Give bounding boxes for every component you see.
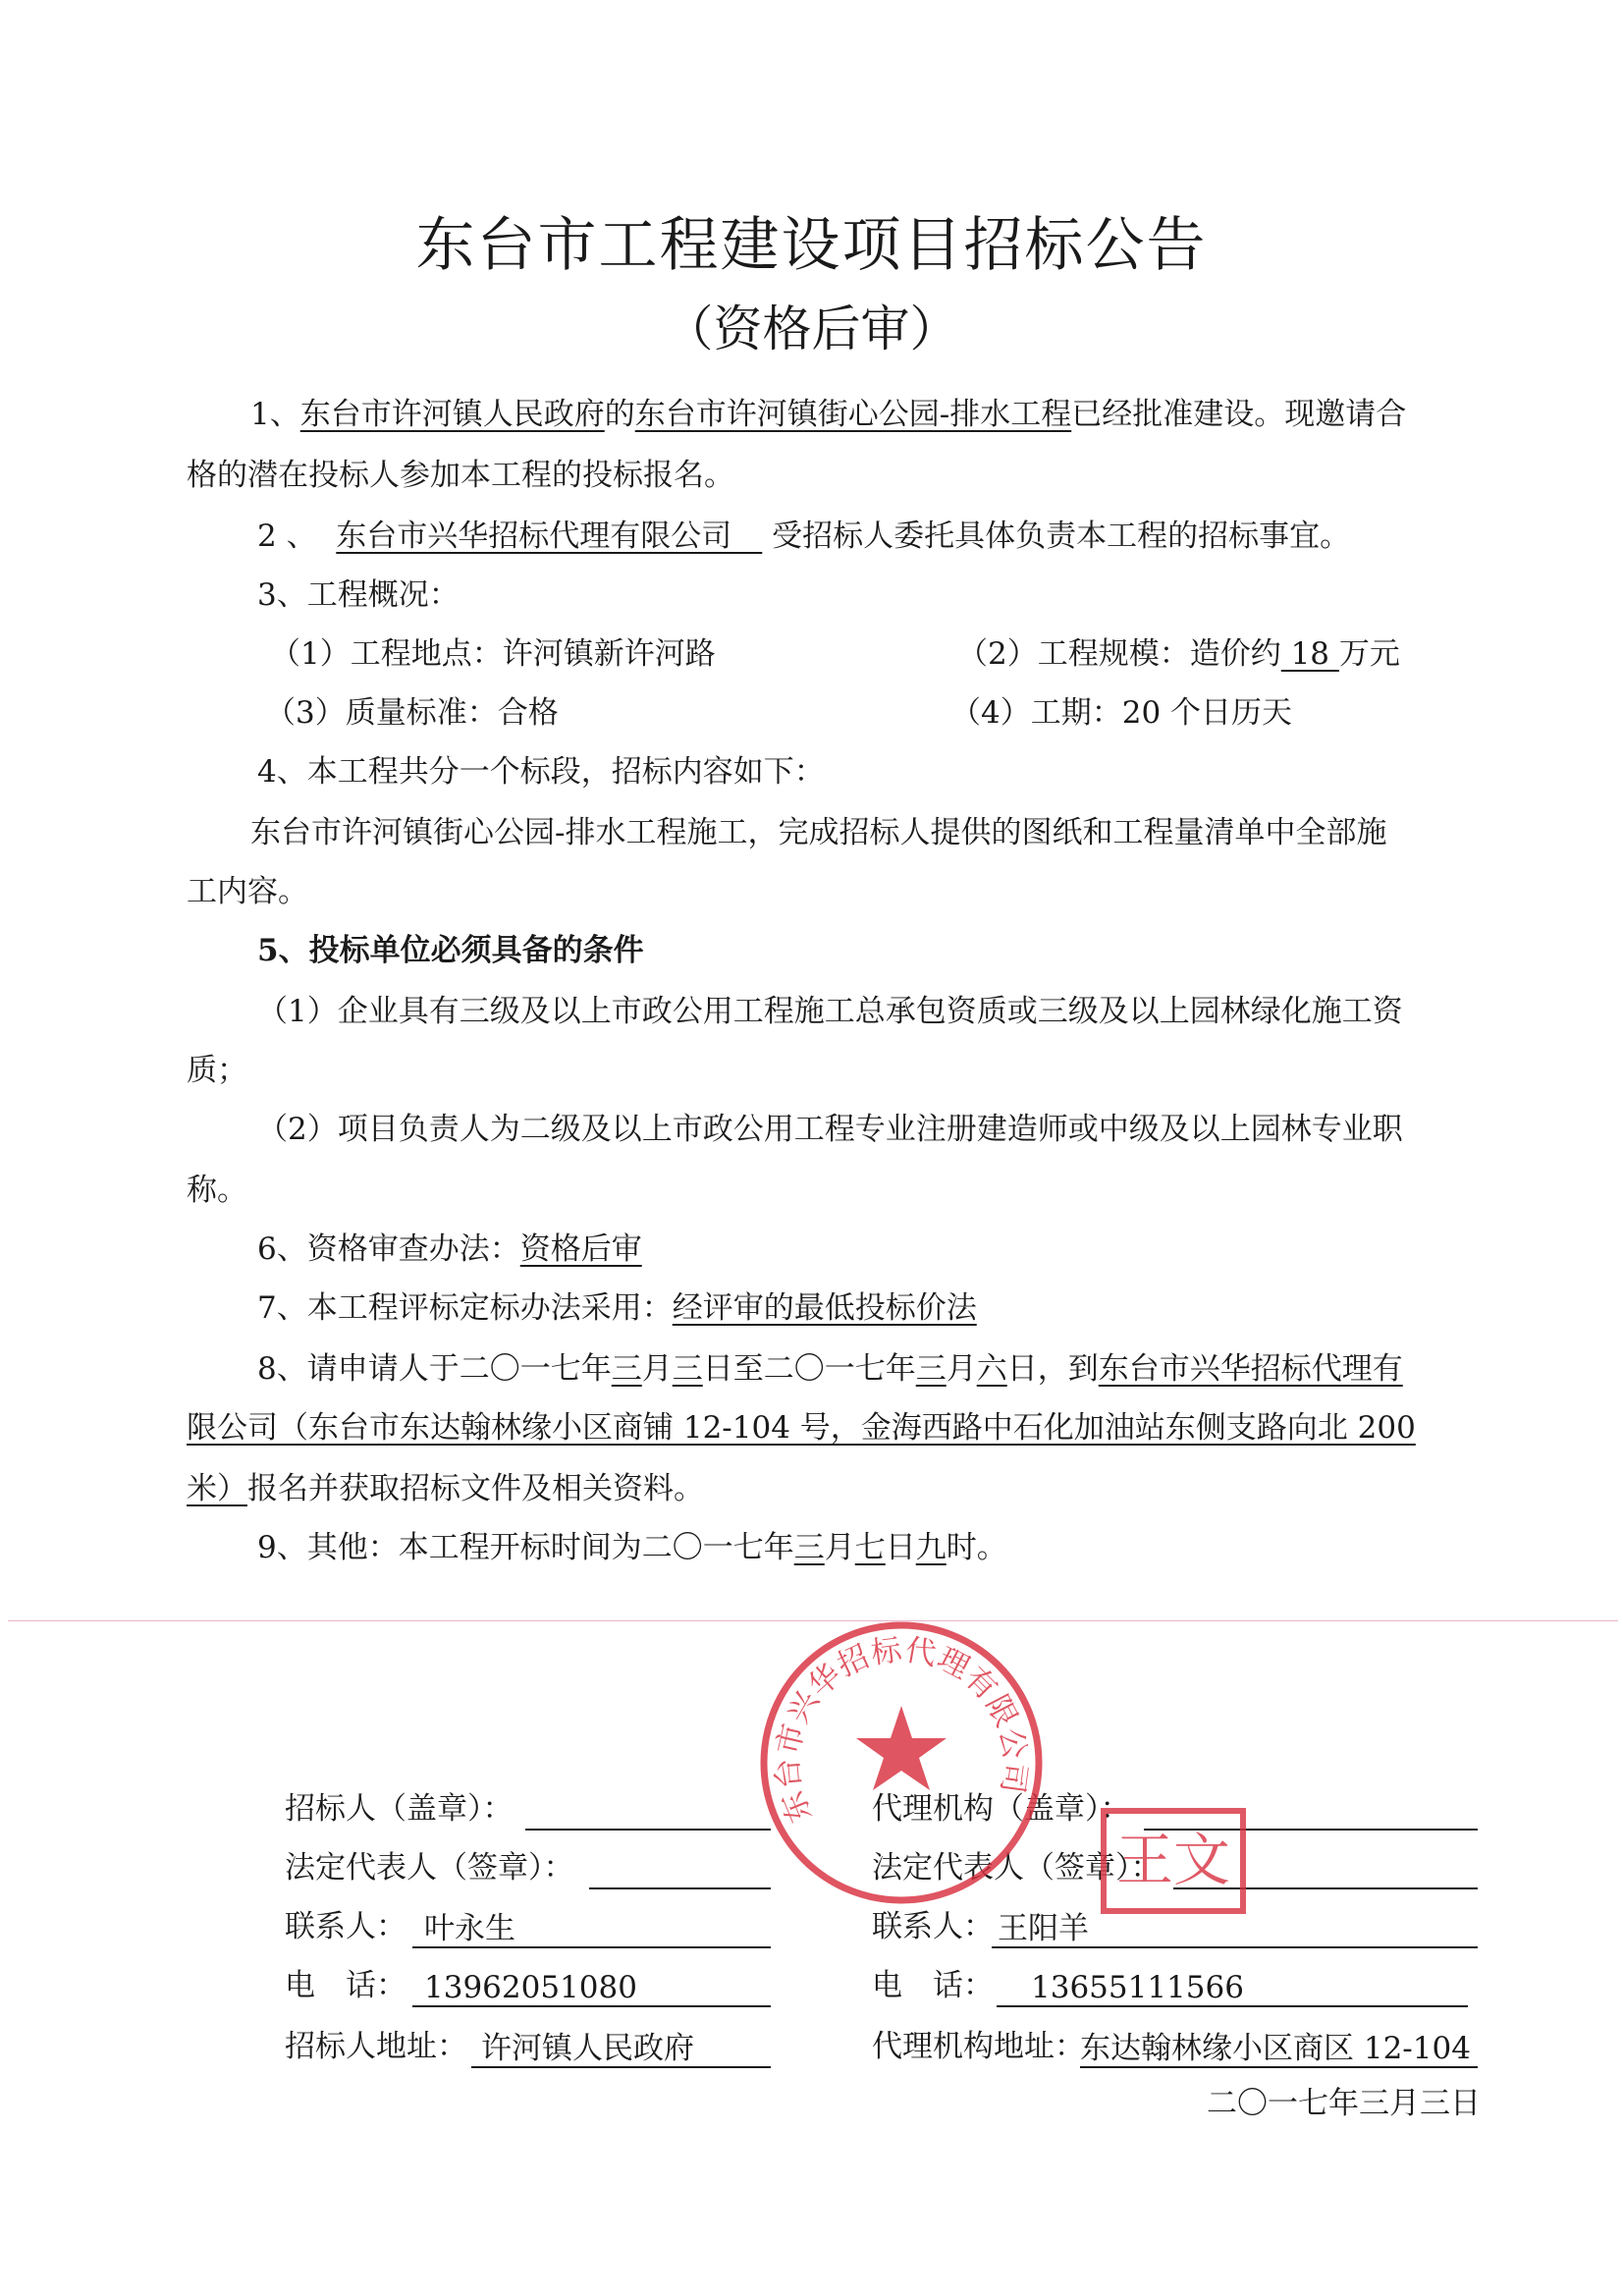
agency-address: 东台市兴华招标代理有	[1098, 1351, 1403, 1387]
condition-2-line-2: 称。	[187, 1173, 247, 1208]
tenderer-address: 许河镇人民政府	[481, 2031, 694, 2066]
date-value: 三	[915, 1351, 947, 1387]
text-fragment: 7、本工程评标定标办法采用：	[257, 1290, 673, 1326]
agency-legal-rep-label: 法定代表人（签章）：	[872, 1850, 1162, 1886]
tenderer-phone-field	[412, 1966, 771, 2007]
date-value: 七	[854, 1530, 886, 1565]
company-stamp	[754, 1615, 1049, 1910]
para-6	[257, 1228, 642, 1271]
agency-address-field	[1080, 2027, 1478, 2068]
agency-stamp-label: 代理机构（盖章）：	[872, 1791, 1131, 1827]
stamp-star	[856, 1706, 947, 1790]
evaluation-method: 经评审的最低投标价法	[672, 1290, 977, 1326]
stamp-text-path: 东台市兴华招标代理有限公司	[770, 1631, 1033, 1829]
para-4-line-2: 工内容。	[187, 874, 308, 909]
para-7	[257, 1286, 977, 1330]
overview-period: （4）工期：20 个日历天	[950, 695, 1293, 731]
text-fragment: 9、其他：本工程开标时间为二〇一七年	[257, 1530, 794, 1565]
para-number: 2 、	[257, 519, 317, 554]
overview-location: （1）工程地点：许河镇新许河路	[270, 636, 716, 672]
tenderer-address-label: 招标人地址：	[285, 2029, 467, 2064]
page-title: 东台市工程建设项目招标公告	[415, 211, 1208, 280]
text-fragment: 月	[824, 1530, 855, 1565]
para-2	[257, 515, 1350, 558]
seal-text: 王文	[1115, 1827, 1231, 1893]
para-3-heading: 3、工程概况：	[257, 577, 460, 613]
agency-address: 米）	[187, 1471, 247, 1506]
project-name: 东台市许河镇街心公园-排水工程	[634, 397, 1072, 432]
date-value: 三	[672, 1351, 703, 1387]
para-8-line-3	[187, 1467, 704, 1510]
text-fragment: 时。	[946, 1530, 1007, 1565]
date-value: 三	[793, 1530, 825, 1565]
agency-name: 东台市兴华招标代理有限公司	[336, 519, 763, 554]
text-fragment: 月	[946, 1351, 977, 1387]
text-fragment: 日至二〇一七年	[702, 1351, 916, 1387]
text-fragment: 日，到	[1006, 1351, 1099, 1387]
para-1-line-1	[250, 393, 1406, 436]
para-number: 1、	[250, 397, 300, 432]
date-value: 六	[976, 1351, 1007, 1387]
agency-contact-label: 联系人：	[872, 1909, 994, 1944]
text-fragment: 的	[604, 397, 635, 432]
agency-address: 东达翰林缘小区商区 12-104	[1080, 2031, 1471, 2066]
para-9	[257, 1526, 1007, 1569]
tenderer-phone-number: 13962051080	[424, 1970, 637, 2005]
text-fragment: 万元	[1338, 636, 1400, 672]
overview-scale	[957, 632, 1400, 676]
para-8-line-1	[257, 1347, 1403, 1391]
date-value: 九	[915, 1530, 947, 1565]
tenderer-phone-label: 电 话：	[285, 1968, 406, 2003]
review-method: 资格后审	[519, 1231, 642, 1267]
tenderer-contact-name: 叶永生	[424, 1911, 515, 1946]
para-1-line-2: 格的潜在投标人参加本工程的投标报名。	[187, 458, 734, 493]
agency-contact-name: 王阳羊	[998, 1911, 1089, 1946]
condition-1-line-1: （1）企业具有三级及以上市政公用工程施工总承包资质或三级及以上园林绿化施工资	[257, 994, 1403, 1029]
legal-rep-sign-blank	[589, 1848, 771, 1889]
tenderer-name: 东台市许河镇人民政府	[299, 397, 605, 432]
tenderer-address-field	[471, 2027, 771, 2068]
text-fragment: 8、请申请人于二〇一七年	[257, 1351, 612, 1387]
text-fragment: （2）工程规模：造价约	[957, 636, 1281, 672]
para-4-line-1: 东台市许河镇街心公园-排水工程施工，完成招标人提供的图纸和工程量清单中全部施	[250, 815, 1387, 850]
personal-seal	[1100, 1807, 1247, 1915]
page-subtitle: （资格后审）	[664, 301, 959, 357]
date-value: 三	[611, 1351, 642, 1387]
agency-phone-number: 13655111566	[1031, 1970, 1244, 2005]
text-fragment: 受招标人委托具体负责本工程的招标事宜。	[772, 519, 1351, 554]
tenderer-contact-label: 联系人：	[285, 1909, 406, 1944]
overview-quality: （3）质量标准：合格	[265, 695, 559, 731]
text-fragment: 6、资格审查办法：	[257, 1231, 520, 1267]
para-5-heading: 5、投标单位必须具备的条件	[257, 933, 644, 968]
legal-rep-sign-label: 法定代表人（签章）：	[285, 1850, 574, 1886]
text-fragment: 已经批准建设。现邀请合	[1071, 397, 1407, 432]
agency-address: 限公司（东台市东达翰林缘小区商铺 12-104 号，金海西路中石化加油站东侧支路向北 200	[187, 1410, 1416, 1446]
agency-phone-label: 电 话：	[872, 1968, 994, 2003]
agency-phone-field	[997, 1966, 1468, 2007]
tenderer-stamp-label: 招标人（盖章）：	[285, 1791, 514, 1827]
condition-1-line-2: 质；	[187, 1053, 247, 1088]
text-fragment: 日	[885, 1530, 916, 1565]
scale-value: 18	[1280, 636, 1339, 672]
agency-address-label: 代理机构地址：	[872, 2029, 1085, 2064]
para-4-heading: 4、本工程共分一个标段，招标内容如下：	[257, 754, 825, 790]
tenderer-contact-field	[412, 1907, 771, 1948]
text-fragment: 月	[641, 1351, 673, 1387]
condition-2-line-1: （2）项目负责人为二级及以上市政公用工程专业注册建造师或中级及以上园林专业职	[257, 1112, 1403, 1147]
para-8-line-2	[187, 1406, 1416, 1449]
text-fragment: 报名并获取招标文件及相关资料。	[247, 1471, 704, 1506]
notice-date: 二〇一七年三月三日	[1207, 2086, 1481, 2121]
tenderer-stamp-blank	[525, 1789, 771, 1831]
